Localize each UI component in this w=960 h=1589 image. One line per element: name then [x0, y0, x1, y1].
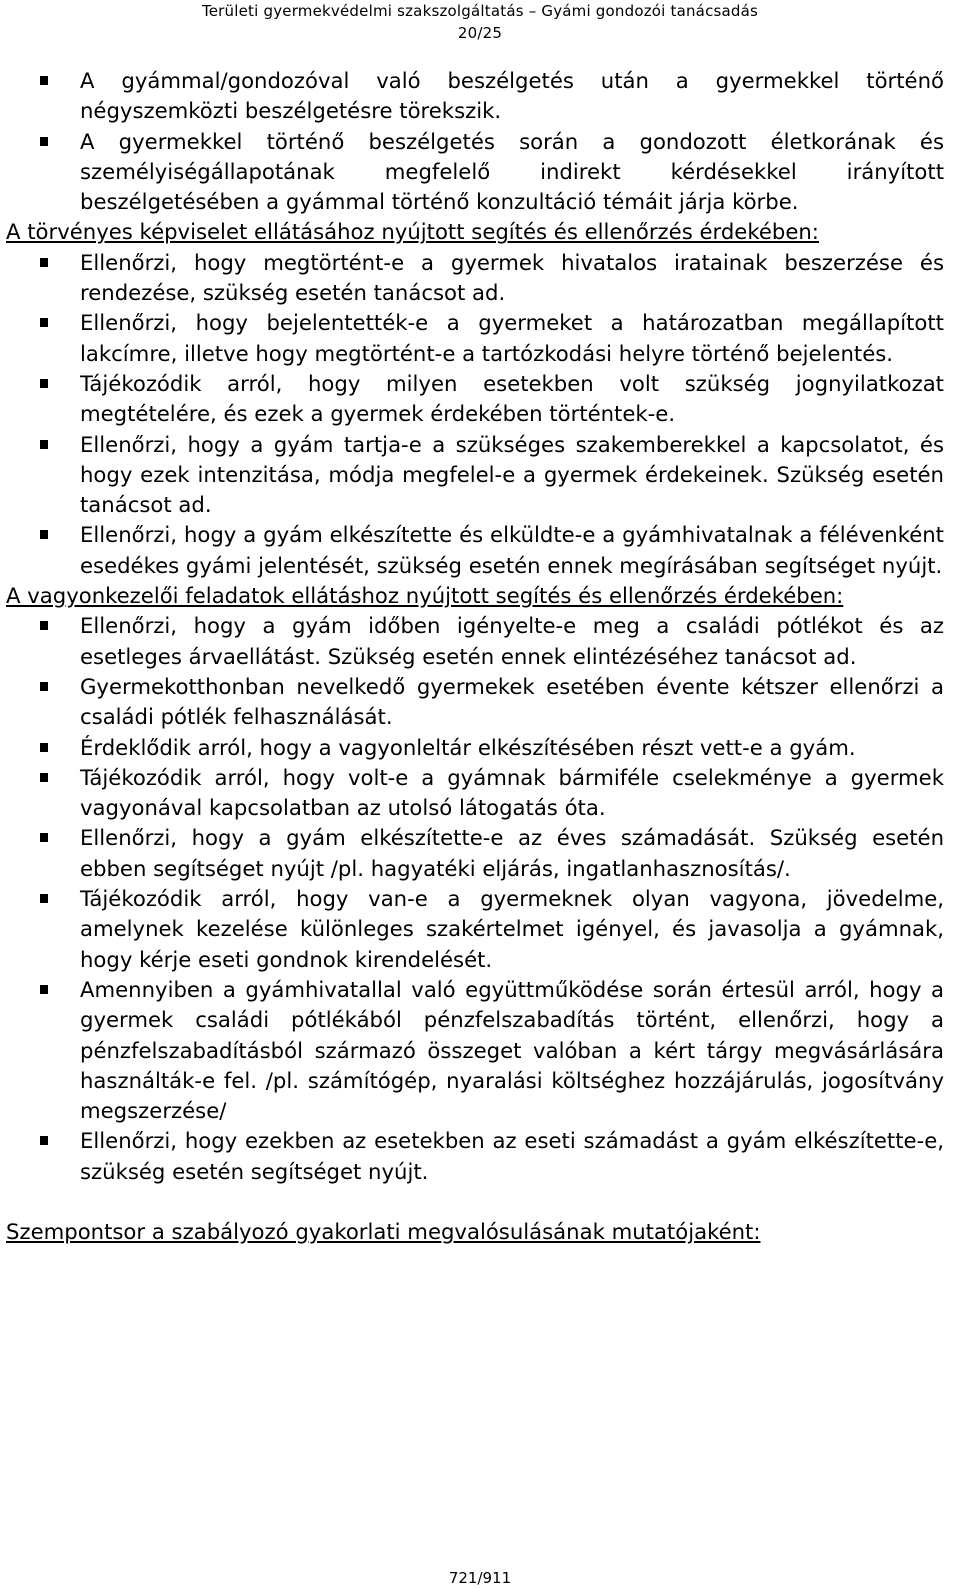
property-list — [6, 611, 944, 1187]
document-body — [6, 66, 944, 1247]
list-item-text: Ellenőrzi, hogy a gyám tartja-e a szükséges szakemberekkel a kapcsolatot, és hogy ezek intenzitása, módja megfelel-e a gyermek érdekeinek. Szükség esetén tanácsot ad. — [80, 431, 944, 518]
list-item-text: Tájékozódik arról, hogy milyen esetekben volt szükség jognyilatkozat megtételére, és ezek a gyermek érdekében történtek-e. — [80, 370, 944, 427]
list-item-text: Tájékozódik arról, hogy van-e a gyermeknek olyan vagyona, jövedelme, amelynek kezelése különleges szakértelmet igényel, és javasolja a gyámnak, hogy kérje eseti gondnok kirendelését. — [80, 886, 944, 972]
list-item — [6, 763, 944, 824]
list-item-text: Gyermekotthonban nevelkedő gyermekek esetében évente kétszer ellenőrzi a családi pótlék felhasználását. — [80, 673, 944, 730]
bullet-square-icon — [40, 318, 48, 327]
bullet-square-icon — [40, 773, 48, 782]
list-item-text: Ellenőrzi, hogy ezekben az esetekben az eseti számadást a gyám elkészítette-e, szükség esetén segítséget nyújt. — [80, 1128, 944, 1184]
bullet-square-icon — [40, 621, 48, 630]
section-heading-legal: A törvényes képviselet ellátásához nyújtott segítés és ellenőrzés érdekében: — [6, 219, 819, 245]
list-item-text: Ellenőrzi, hogy a gyám elkészítette és elküldte-e a gyámhivatalnak a félévenként esedékes gyámi jelentését, szükség esetén ennek megírásában segítséget nyújt. — [80, 522, 944, 578]
bullet-square-icon — [40, 985, 48, 994]
list-item — [6, 369, 944, 430]
list-item — [6, 127, 944, 218]
legal-list — [6, 248, 944, 581]
header-title: Területi gyermekvédelmi szakszolgáltatás – Gyámi gondozói tanácsadás — [201, 2, 759, 20]
list-item — [6, 975, 944, 1126]
list-item-text: Ellenőrzi, hogy a gyám elkészítette-e az éves számadását. Szükség esetén ebben segítséget nyújt /pl. hagyatéki eljárás, ingatlanhasznosítás/. — [80, 825, 944, 881]
list-item-text: Amennyiben a gyámhivatallal való együttműködése során értesül arról, hogy a gyermek családi pótlékából pénzfelszabadítás történt, ellenőrzi, hogy a pénzfelszabadításból származó összeget valóban a kért tárgy megvásárlására használták-e fel. /pl. számítógép, nyaralási költséghez hozzájárulás, jogosítvány megszerzése/ — [80, 976, 944, 1124]
list-item — [6, 884, 944, 975]
bullet-square-icon — [40, 1136, 48, 1145]
bullet-square-icon — [40, 440, 48, 449]
bullet-square-icon — [40, 530, 48, 539]
bullet-square-icon — [40, 137, 48, 146]
list-item — [6, 1126, 944, 1187]
list-item-text: Ellenőrzi, hogy a gyám időben igényelte-e meg a családi pótlékot és az esetleges árvaellátást. Szükség esetén ennek elintézéséhez tanácsot ad. — [80, 613, 944, 669]
page-header — [0, 0, 960, 44]
footer-page-number: 721/911 — [448, 1569, 512, 1587]
bullet-square-icon — [40, 76, 48, 85]
list-item-text: Ellenőrzi, hogy megtörtént-e a gyermek hivatalos iratainak beszerzése és rendezése, szükség esetén tanácsot ad. — [80, 249, 944, 306]
list-item — [6, 66, 944, 127]
bullet-square-icon — [40, 743, 48, 752]
list-item — [6, 611, 944, 672]
bullet-square-icon — [40, 894, 48, 903]
closing-heading: Szempontsor a szabályozó gyakorlati megvalósulásának mutatójaként: — [6, 1218, 761, 1244]
bullet-square-icon — [40, 833, 48, 842]
list-item-text: A gyámmal/gondozóval való beszélgetés után a gyermekkel történő négyszemközti beszélgetésre törekszik. — [80, 68, 944, 124]
list-item — [6, 430, 944, 521]
bullet-square-icon — [40, 682, 48, 691]
list-item — [6, 248, 944, 309]
intro-list — [6, 66, 944, 217]
list-item — [6, 733, 944, 763]
bullet-square-icon — [40, 258, 48, 267]
section-heading-property: A vagyonkezelői feladatok ellátáshoz nyújtott segítés és ellenőrzés érdekében: — [6, 583, 844, 609]
list-item — [6, 520, 944, 581]
header-page-number: 20/25 — [457, 24, 503, 42]
list-item — [6, 672, 944, 733]
list-item — [6, 308, 944, 369]
list-item — [6, 823, 944, 884]
list-item-text: Ellenőrzi, hogy bejelentették-e a gyermeket a határozatban megállapított lakcímre, illetve hogy megtörtént-e a tartózkodási helyre történő bejelentés. — [80, 310, 944, 366]
list-item-text: A gyermekkel történő beszélgetés során a gondozott életkorának és személyiségállapotának megfelelő indirekt kérdésekkel irányított beszélgetésében a gyámmal történő konzultáció témáit járja körbe. — [80, 128, 944, 215]
list-item-text: Érdeklődik arról, hogy a vagyonleltár elkészítésében részt vett-e a gyám. — [80, 734, 856, 760]
list-item-text: Tájékozódik arról, hogy volt-e a gyámnak bármiféle cselekménye a gyermek vagyonával kapcsolatban az utolsó látogatás óta. — [80, 764, 944, 821]
bullet-square-icon — [40, 379, 48, 388]
